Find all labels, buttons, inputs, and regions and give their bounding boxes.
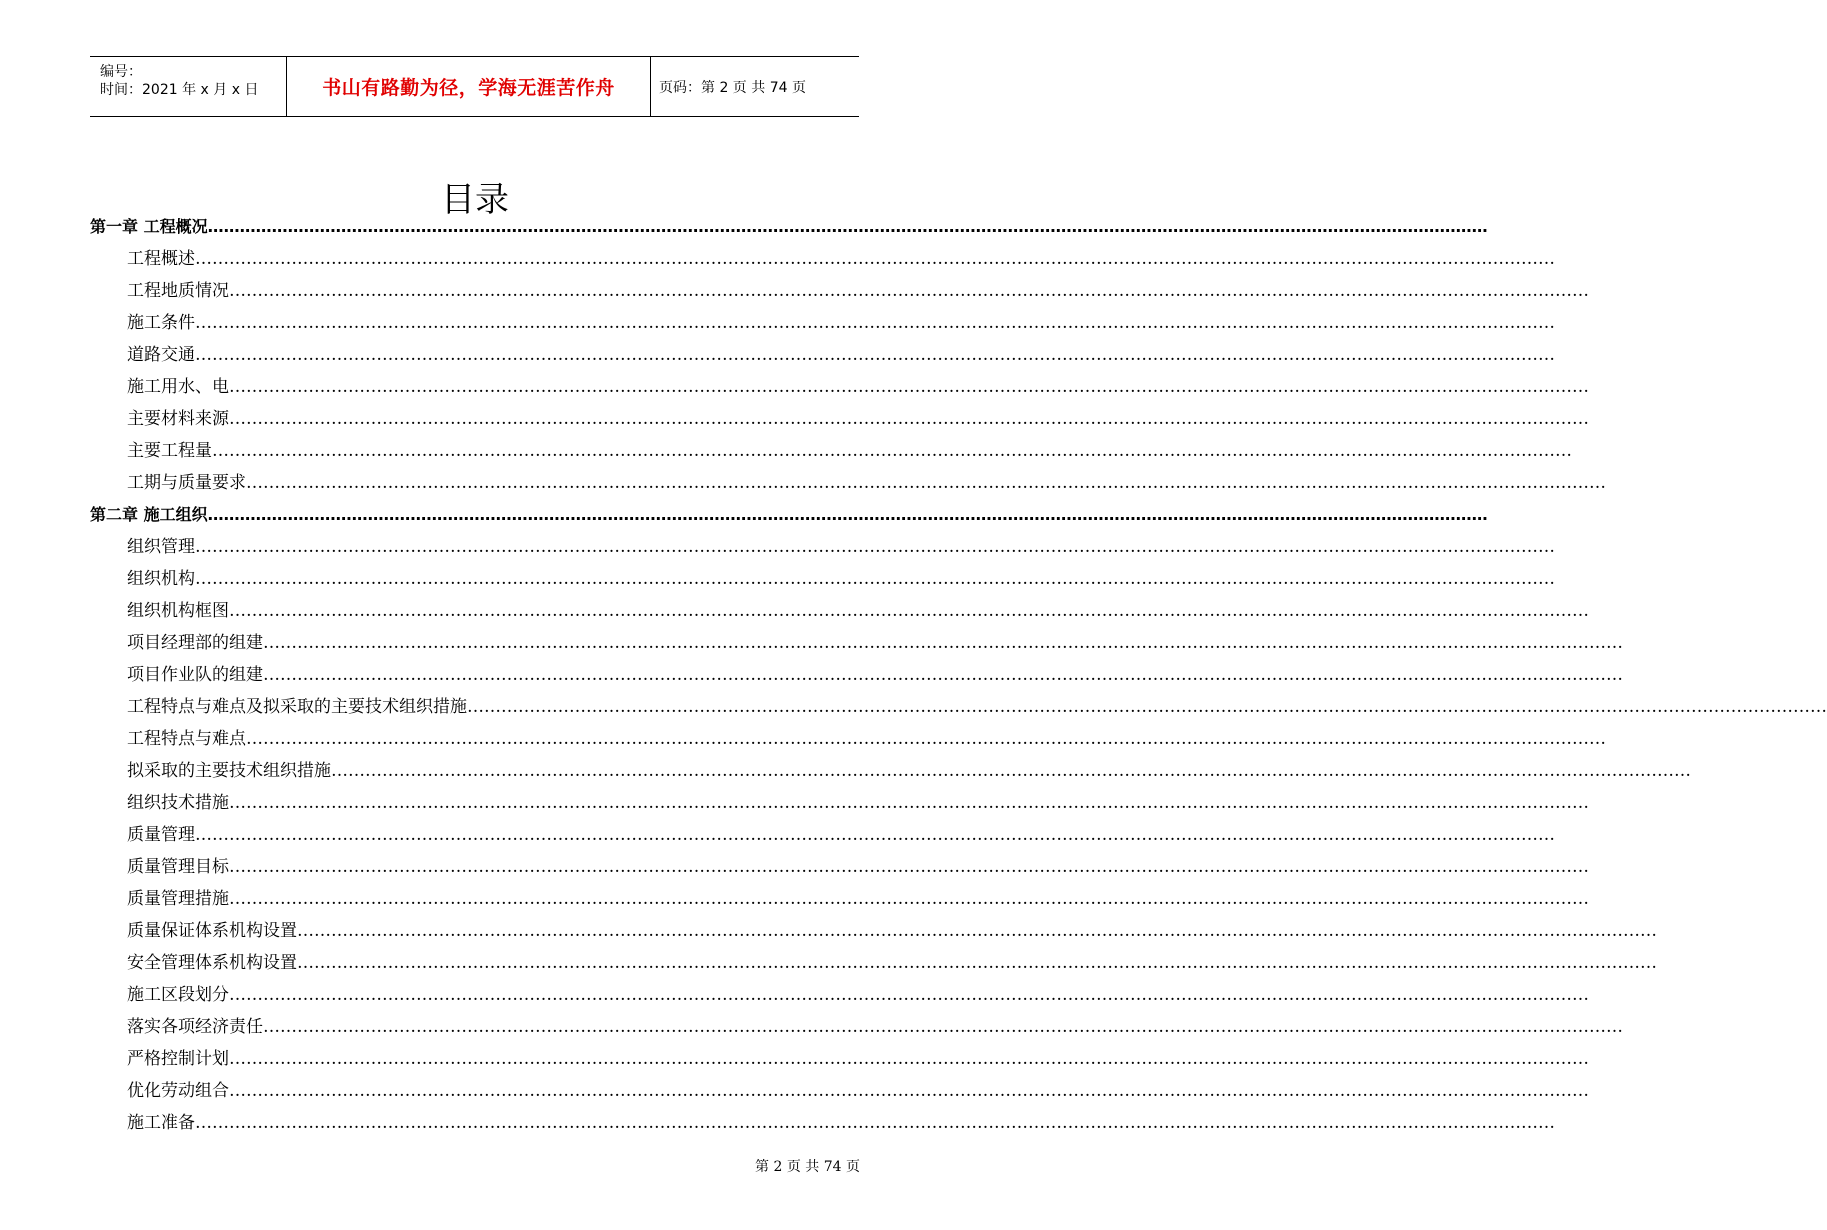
toc-item [127, 1012, 1623, 1042]
toc-label: 组织机构 [127, 569, 195, 589]
toc-leader-dots: …………………………………………………………………………………………………………………………………………………………………………………………………………………… [229, 601, 1589, 621]
toc-leader-dots: …………………………………………………………………………………………………………………………………………………………………………………………………………………… [297, 921, 1657, 941]
toc-label: 落实各项经济责任 [127, 1017, 263, 1037]
toc-label: 项目经理部的组建 [127, 633, 263, 653]
toc-label: 工程特点与难点及拟采取的主要技术组织措施 [127, 697, 467, 717]
toc-label: 工程概述 [127, 249, 195, 269]
toc-item [127, 788, 1589, 818]
toc-leader-dots: …………………………………………………………………………………………………………………………………………………………………………………………………………………… [195, 825, 1555, 845]
toc-item [127, 1108, 1555, 1138]
toc-label: 施工用水、电 [127, 377, 229, 397]
toc-leader-dots: …………………………………………………………………………………………………………………………………………………………………………………………………………………… [195, 1113, 1555, 1133]
toc-item [127, 436, 1572, 466]
toc-leader-dots: …………………………………………………………………………………………………………………………………………………………………………………………………………………… [246, 473, 1606, 493]
toc-item [127, 404, 1589, 434]
toc-label: 主要工程量 [127, 441, 212, 461]
toc-label: 施工条件 [127, 313, 195, 333]
header-meta [90, 57, 286, 116]
time-label: 时间：2021 年 x 月 x 日 [100, 82, 259, 98]
toc-leader-dots: …………………………………………………………………………………………………………………………………………………………………………………………………………………… [263, 1017, 1623, 1037]
toc-item [127, 372, 1589, 402]
toc-label: 质量管理措施 [127, 889, 229, 909]
toc-label: 工程地质情况 [127, 281, 229, 301]
toc-leader-dots: …………………………………………………………………………………………………………………………………………………………………………………………………………………… [229, 985, 1589, 1005]
toc-item [127, 948, 1657, 978]
toc-leader-dots: …………………………………………………………………………………………………………………………………………………………………………………………………………………… [195, 345, 1555, 365]
toc-leader-dots: …………………………………………………………………………………………………………………………………………………………………………………………………………………… [229, 377, 1589, 397]
toc-label: 质量管理 [127, 825, 195, 845]
toc-leader-dots: …………………………………………………………………………………………………………………………………………………………………………………………………………………… [207, 505, 1488, 524]
toc-label: 道路交通 [127, 345, 195, 365]
toc-leader-dots: …………………………………………………………………………………………………………………………………………………………………………………………………………………… [246, 729, 1606, 749]
toc-leader-dots: …………………………………………………………………………………………………………………………………………………………………………………………………………………… [331, 761, 1691, 781]
toc-label: 质量保证体系机构设置 [127, 921, 297, 941]
number-label: 编号： [100, 64, 142, 80]
toc-leader-dots: …………………………………………………………………………………………………………………………………………………………………………………………………………………… [229, 1049, 1589, 1069]
toc-leader-dots: …………………………………………………………………………………………………………………………………………………………………………………………………………………… [263, 633, 1623, 653]
toc-leader-dots: …………………………………………………………………………………………………………………………………………………………………………………………………………………… [195, 313, 1555, 333]
header-page-cell [650, 57, 859, 116]
toc-chapter [90, 212, 1488, 242]
toc-leader-dots: …………………………………………………………………………………………………………………………………………………………………………………………………………………… [297, 953, 1657, 973]
toc-leader-dots: …………………………………………………………………………………………………………………………………………………………………………………………………………………… [229, 1081, 1589, 1101]
toc-label: 第一章 工程概况 [90, 217, 208, 236]
toc-leader-dots: …………………………………………………………………………………………………………………………………………………………………………………………………………………… [195, 249, 1555, 269]
toc-leader-dots: …………………………………………………………………………………………………………………………………………………………………………………………………………………… [212, 441, 1572, 461]
toc-item [127, 852, 1589, 882]
toc-leader-dots: …………………………………………………………………………………………………………………………………………………………………………………………………………………… [229, 857, 1589, 877]
toc-leader-dots: …………………………………………………………………………………………………………………………………………………………………………………………………………………… [263, 665, 1623, 685]
header-page-info: 页码：第 2 页 共 74 页 [659, 79, 806, 96]
toc-label: 主要材料来源 [127, 409, 229, 429]
toc-label: 安全管理体系机构设置 [127, 953, 297, 973]
toc-chapter [90, 500, 1488, 530]
toc-label: 组织机构框图 [127, 601, 229, 621]
toc-item [127, 308, 1555, 338]
toc-item [127, 660, 1623, 690]
toc-label: 优化劳动组合 [127, 1081, 229, 1101]
toc-item [127, 1044, 1589, 1074]
toc-item [127, 564, 1555, 594]
toc-leader-dots: …………………………………………………………………………………………………………………………………………………………………………………………………………………… [229, 889, 1589, 909]
toc-item [127, 532, 1555, 562]
toc-item [127, 596, 1589, 626]
toc-label: 拟采取的主要技术组织措施 [127, 761, 331, 781]
toc-leader-dots: …………………………………………………………………………………………………………………………………………………………………………………………………………………… [229, 409, 1589, 429]
toc-item [127, 628, 1623, 658]
toc-label: 第二章 施工组织 [90, 505, 208, 524]
page-header [90, 56, 859, 117]
toc-label: 严格控制计划 [127, 1049, 229, 1069]
toc-label: 施工准备 [127, 1113, 195, 1133]
toc-item [127, 692, 1827, 722]
toc-label: 项目作业队的组建 [127, 665, 263, 685]
toc-label: 组织管理 [127, 537, 195, 557]
toc-item [127, 980, 1589, 1010]
toc-item [127, 468, 1606, 498]
toc-leader-dots: …………………………………………………………………………………………………………………………………………………………………………………………………………………… [195, 537, 1555, 557]
toc-label: 工期与质量要求 [127, 473, 246, 493]
toc-leader-dots: …………………………………………………………………………………………………………………………………………………………………………………………………………………… [467, 697, 1827, 717]
page-footer: 第 2 页 共 74 页 [755, 1159, 860, 1175]
toc-item [127, 340, 1555, 370]
toc-label: 组织技术措施 [127, 793, 229, 813]
toc-item [127, 884, 1589, 914]
toc-leader-dots: …………………………………………………………………………………………………………………………………………………………………………………………………………………… [195, 569, 1555, 589]
toc-item [127, 244, 1555, 274]
toc-item [127, 756, 1691, 786]
toc-leader-dots: …………………………………………………………………………………………………………………………………………………………………………………………………………………… [229, 793, 1589, 813]
page-title: 目录 [441, 180, 509, 220]
header-motto: 书山有路勤为径，学海无涯苦作舟 [322, 77, 615, 99]
toc-label: 施工区段划分 [127, 985, 229, 1005]
toc-leader-dots: …………………………………………………………………………………………………………………………………………………………………………………………………………………… [207, 217, 1488, 236]
toc-item [127, 916, 1657, 946]
toc-item [127, 1076, 1589, 1106]
toc-label: 质量管理目标 [127, 857, 229, 877]
toc-label: 工程特点与难点 [127, 729, 246, 749]
toc-item [127, 724, 1606, 754]
toc-item [127, 276, 1589, 306]
toc-leader-dots: …………………………………………………………………………………………………………………………………………………………………………………………………………………… [229, 281, 1589, 301]
header-motto-cell [286, 57, 651, 116]
toc-item [127, 820, 1555, 850]
